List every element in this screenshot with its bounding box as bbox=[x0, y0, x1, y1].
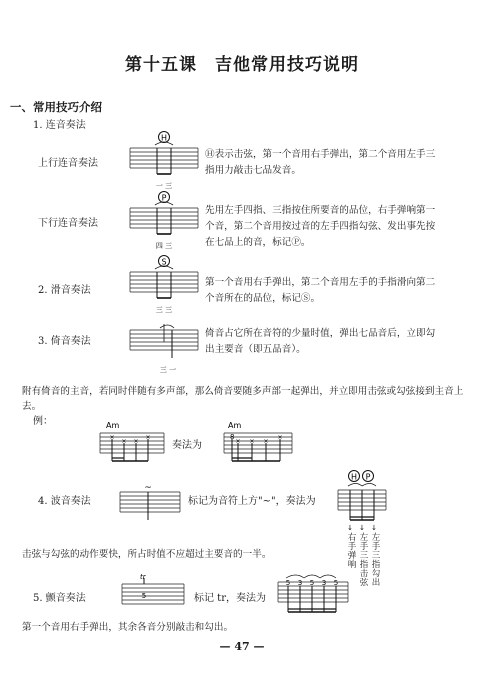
example-label: 例： bbox=[33, 416, 53, 427]
fret-8: 8 bbox=[230, 433, 235, 441]
vibrato-description: 标记为音符上方"~"，奏法为 bbox=[188, 496, 316, 507]
trill-label: 5. 颤音奏法 bbox=[33, 593, 86, 604]
vibrato-step-2: 左手三指击弦 bbox=[359, 533, 369, 588]
hammer-symbol: H bbox=[160, 133, 168, 143]
example-tab-original bbox=[98, 419, 166, 469]
trill-fret: 5 bbox=[141, 592, 147, 600]
ascending-description: Ⓗ表示击弦，第一个音用右手弹出，第二个音用左手三指用力敲击七品发音。 bbox=[205, 149, 436, 176]
trill-tab-staff bbox=[120, 570, 186, 616]
vibrato-hammer-symbol: H bbox=[350, 472, 358, 482]
descending-label: 下行连音奏法 bbox=[38, 218, 98, 229]
vibrato-pull-symbol: P bbox=[365, 472, 371, 482]
grace-tab-staff bbox=[128, 316, 200, 378]
vibrato-played-tab bbox=[336, 468, 388, 540]
page-title: 第十五课 吉他常用技巧说明 bbox=[125, 55, 359, 75]
grace-description: 倚音占它所在音符的少量时值，弹出七品音后，立即勾出主要音（即五品音）。 bbox=[205, 328, 436, 355]
grace-fingers: 三 一 bbox=[159, 366, 177, 374]
trill-note: 第一个音用右手弹出，其余各音分别敲击和勾出。 bbox=[22, 622, 234, 633]
descending-description: 先用左手四指、三指按住所要音的品位，右手弹响第一个音，第二个音用按过音的左手四指勾弦、发出事先按在七品上的音，标记Ⓟ。 bbox=[205, 205, 436, 248]
section-heading: 一、常用技巧介绍 bbox=[10, 100, 102, 114]
example-equals-text: 奏法为 bbox=[172, 440, 202, 451]
legato-label: 1. 连音奏法 bbox=[33, 120, 86, 131]
vibrato-label: 4. 波音奏法 bbox=[38, 496, 91, 507]
trill-seq-1: 5 bbox=[285, 579, 291, 587]
trill-played-tab bbox=[276, 568, 350, 618]
slide-fingers: 三 三 bbox=[155, 306, 173, 314]
ascending-fingers: 一 三 bbox=[155, 182, 173, 190]
vibrato-step-3: 左手三指勾出 bbox=[371, 533, 381, 588]
chord-am-2: Am bbox=[228, 421, 242, 430]
trill-seq-3: 5 bbox=[309, 579, 315, 587]
slide-description: 第一个音用右手弹出，第二个音用左手的手指滑向第二个音所在的品位，标记Ⓢ。 bbox=[205, 277, 436, 304]
trill-description: 标记 tr，奏法为 bbox=[194, 593, 266, 604]
ascending-tab-staff bbox=[128, 130, 200, 192]
svg-text:×: × bbox=[249, 438, 255, 445]
slide-label: 2. 滑音奏法 bbox=[38, 285, 91, 296]
slide-tab-staff bbox=[128, 254, 200, 316]
trill-seq-5: 5 bbox=[333, 579, 339, 587]
svg-text:~: ~ bbox=[144, 483, 152, 493]
svg-text:↓: ↓ bbox=[347, 524, 353, 532]
svg-text:×: × bbox=[121, 438, 127, 445]
vibrato-tab-staff bbox=[118, 480, 182, 524]
grace-label: 3. 倚音奏法 bbox=[38, 336, 91, 347]
vibrato-step-1: 右手弹响 bbox=[347, 533, 357, 570]
ascending-label: 上行连音奏法 bbox=[38, 158, 98, 169]
grace-note-paragraph: 附有倚音的主音，若同时伴随有多声部，那么倚音要随多声部一起弹出，并立即用击弦或勾弦接到主音上去。 bbox=[22, 386, 464, 412]
svg-text:×: × bbox=[277, 434, 283, 441]
pull-off-symbol: P bbox=[161, 193, 167, 203]
descending-fingers: 四 三 bbox=[155, 242, 173, 250]
example-tab-played bbox=[222, 419, 294, 469]
trill-seq-4: 3 bbox=[321, 579, 327, 587]
svg-text:×: × bbox=[145, 434, 151, 441]
slide-symbol: S bbox=[161, 257, 167, 267]
svg-text:↓: ↓ bbox=[371, 524, 377, 532]
svg-text:×: × bbox=[263, 438, 269, 445]
svg-text:×: × bbox=[109, 434, 115, 441]
vibrato-note: 击弦与勾弦的动作要快，所占时值不应超过主要音的一半。 bbox=[22, 549, 272, 560]
svg-text:×: × bbox=[235, 438, 241, 445]
chord-am: Am bbox=[106, 421, 120, 430]
svg-text:↓: ↓ bbox=[359, 524, 365, 532]
descending-tab-staff bbox=[128, 190, 200, 252]
trill-seq-2: 3 bbox=[297, 579, 303, 587]
trill-mark: tr bbox=[140, 573, 146, 581]
page-number: — 47 — bbox=[219, 640, 265, 653]
svg-text:×: × bbox=[133, 438, 139, 445]
